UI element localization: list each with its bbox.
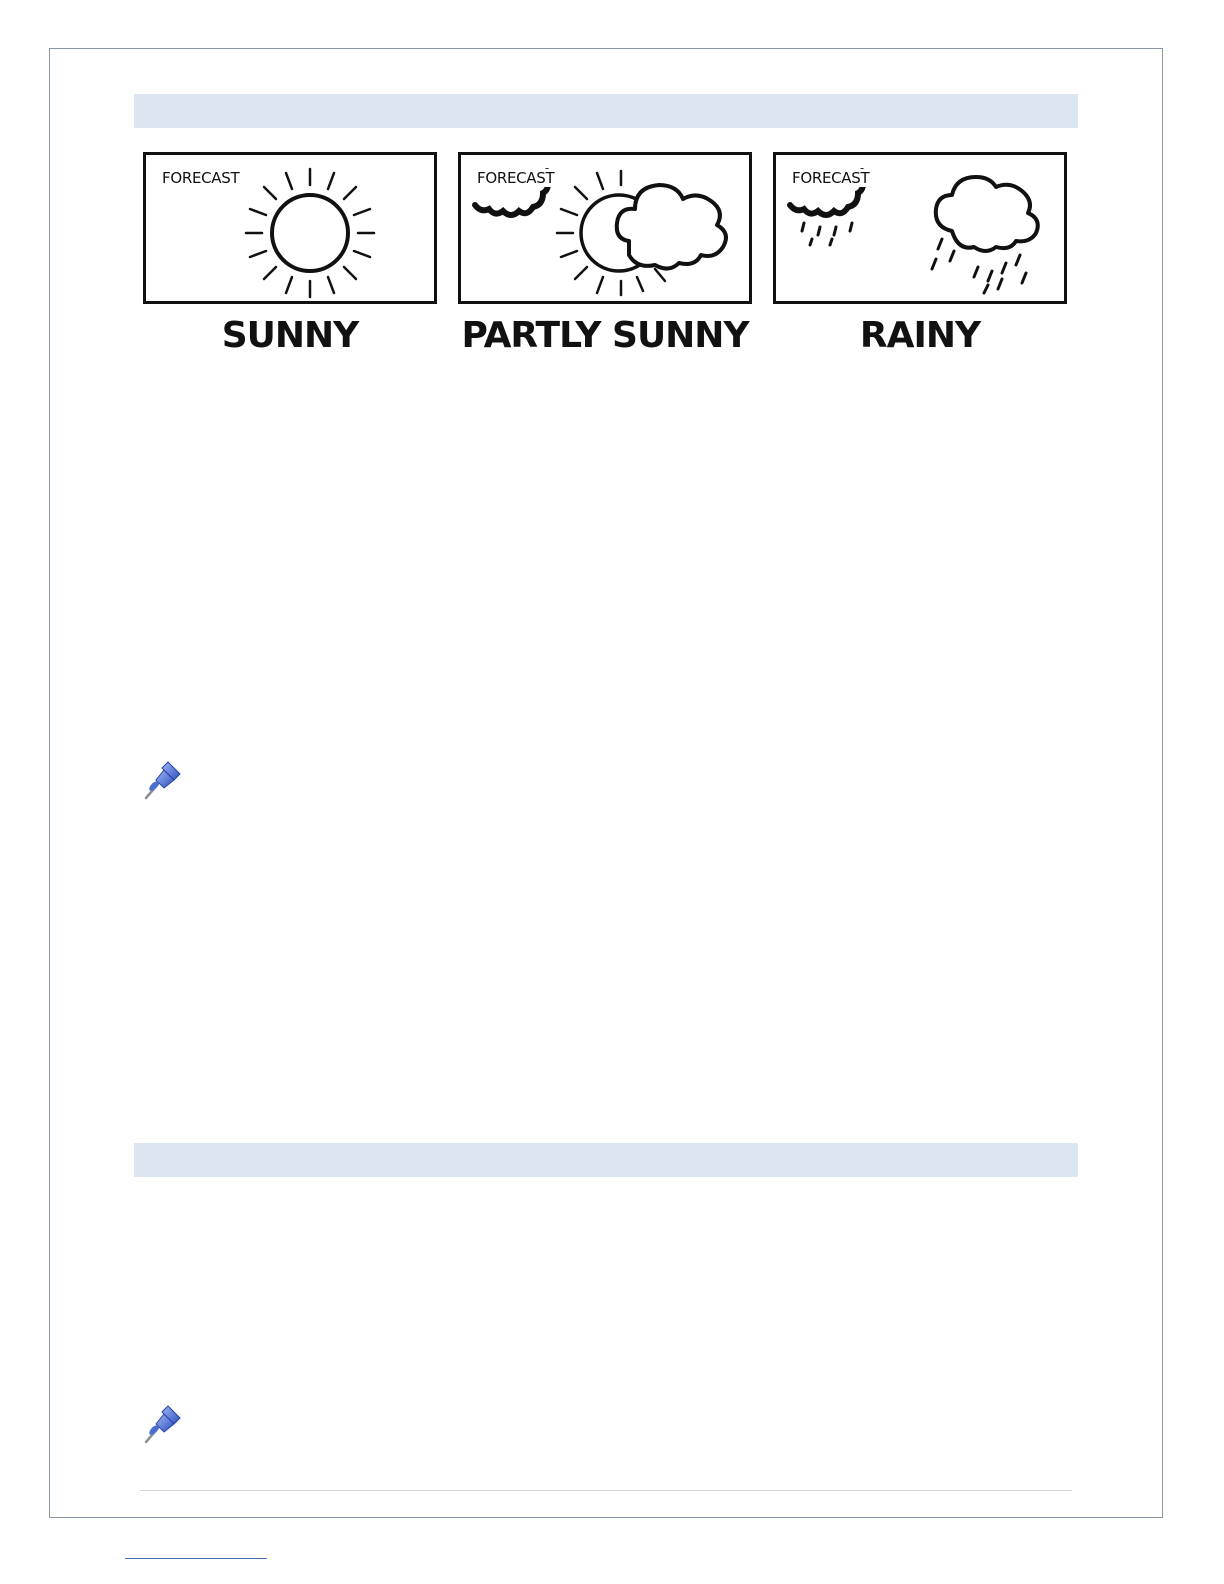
section-header-bar: [134, 94, 1078, 128]
section-header-bar: [134, 1143, 1078, 1177]
forecast-caption: RAINY: [859, 315, 981, 356]
forecast-display-box: [458, 152, 752, 304]
forecast-label: FORECAST: [477, 169, 555, 187]
forecast-panel-partly-sunny: [455, 148, 755, 358]
footer-divider: [140, 1490, 1072, 1491]
pushpin-icon: [140, 760, 184, 804]
footnote-separator: [125, 1558, 267, 1559]
forecast-display-box: [143, 152, 437, 304]
forecast-label: FORECAST: [162, 169, 240, 187]
forecast-figure: [140, 148, 1072, 358]
forecast-panel-rainy: [770, 148, 1070, 358]
forecast-panel-sunny: [140, 148, 440, 358]
forecast-caption: PARTLY SUNNY: [461, 315, 749, 356]
pushpin-icon: [140, 1404, 184, 1448]
forecast-caption: SUNNY: [221, 315, 359, 356]
forecast-display-box: [773, 152, 1067, 304]
forecast-label: FORECAST: [792, 169, 870, 187]
